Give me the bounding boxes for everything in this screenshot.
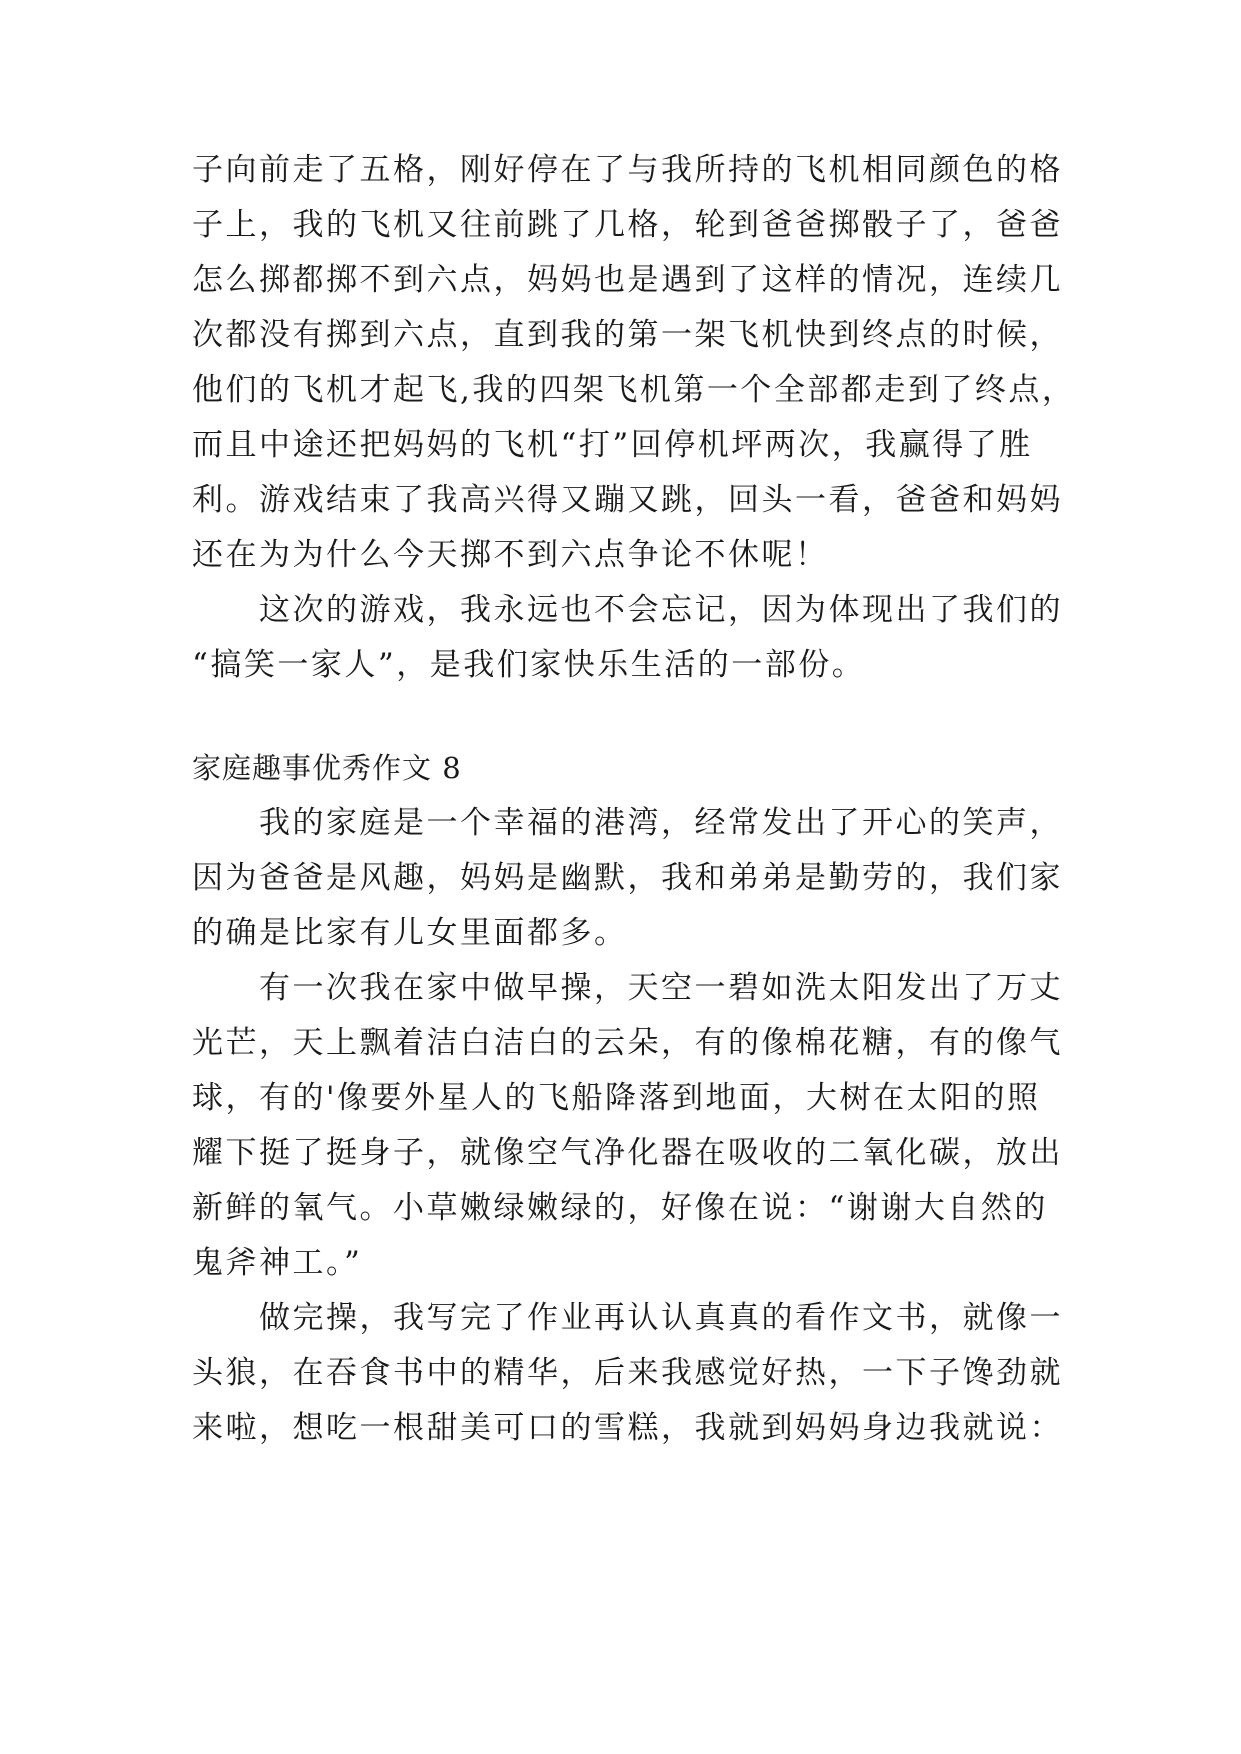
text-line: 头狼，在吞食书中的精华，后来我感觉好热，一下子馋劲就 — [192, 1355, 1063, 1391]
text-line: 我的家庭是一个幸福的港湾，经常发出了开心的笑声， — [192, 805, 1063, 841]
text-line: 还在为为什么今天掷不到六点争论不休呢！ — [192, 537, 829, 573]
text-line: 利。游戏结束了我高兴得又蹦又跳，回头一看，爸爸和妈妈 — [192, 482, 1063, 518]
text-line: 耀下挺了挺身子，就像空气净化器在吸收的二氧化碳，放出 — [192, 1135, 1063, 1171]
text-line: 子上，我的飞机又往前跳了几格，轮到爸爸掷骰子了，爸爸 — [192, 207, 1063, 243]
text-line: 新鲜的氧气。小草嫩绿嫩绿的，好像在说：“谢谢大自然的 — [192, 1190, 1048, 1226]
text-line: 鬼斧神工。” — [192, 1245, 363, 1281]
text-line: 次都没有掷到六点，直到我的第一架飞机快到终点的时候， — [192, 317, 1063, 353]
text-line: 有一次我在家中做早操，天空一碧如洗太阳发出了万丈 — [192, 970, 1063, 1006]
text-line: 光芒，天上飘着洁白洁白的云朵，有的像棉花糖，有的像气 — [192, 1025, 1063, 1061]
text-line: “搞笑一家人”，是我们家快乐生活的一部份。 — [192, 647, 866, 683]
text-line: 而且中途还把妈妈的飞机“打”回停机坪两次，我赢得了胜 — [192, 427, 1033, 463]
text-line: 球，有的'像要外星人的飞船降落到地面，大树在太阳的照 — [192, 1080, 1041, 1116]
text-line: 因为爸爸是风趣，妈妈是幽默，我和弟弟是勤劳的，我们家 — [192, 860, 1063, 896]
text-line: 他们的飞机才起飞,我的四架飞机第一个全部都走到了终点， — [192, 372, 1076, 408]
text-line: 的确是比家有儿女里面都多。 — [192, 915, 628, 951]
text-line: 子向前走了五格，刚好停在了与我所持的飞机相同颜色的格 — [192, 152, 1063, 188]
text-line: 来啦，想吃一根甜美可口的雪糕，我就到妈妈身边我就说： — [192, 1410, 1063, 1446]
section-heading: 家庭趣事优秀作文 8 — [192, 751, 462, 785]
text-line: 这次的游戏，我永远也不会忘记，因为体现出了我们的 — [192, 592, 1063, 628]
text-line: 做完操，我写完了作业再认认真真的看作文书，就像一 — [192, 1300, 1063, 1336]
text-line: 怎么掷都掷不到六点，妈妈也是遇到了这样的情况，连续几 — [192, 262, 1063, 298]
